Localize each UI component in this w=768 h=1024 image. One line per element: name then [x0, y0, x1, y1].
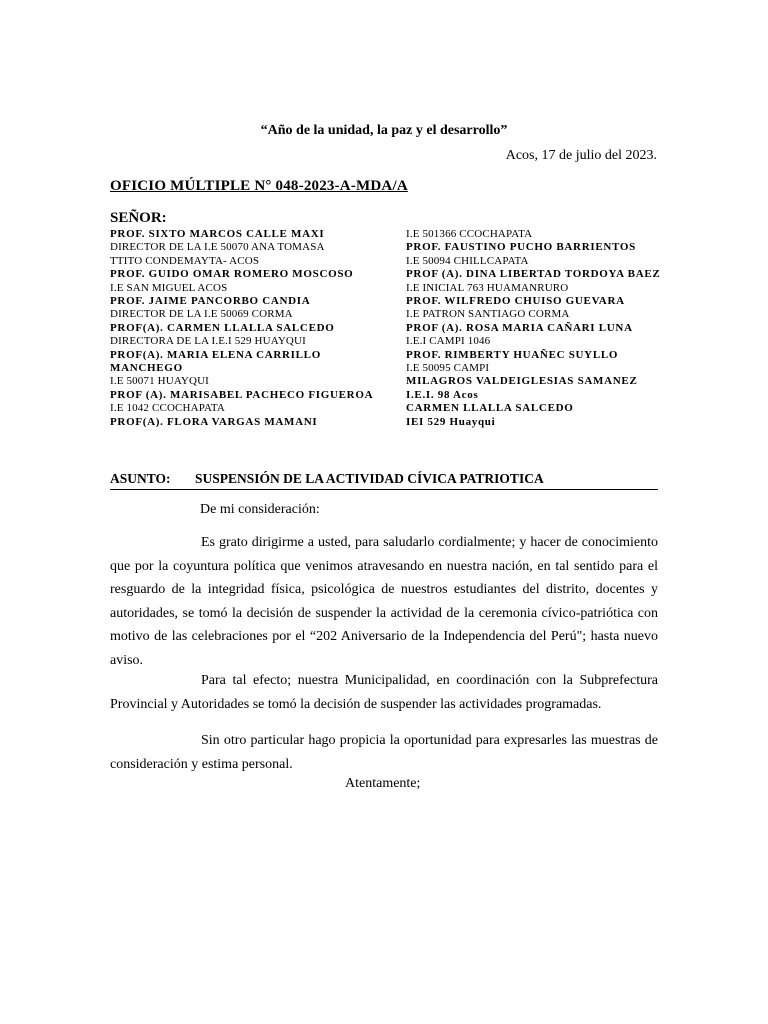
recipient-line: DIRECTOR DE LA I.E 50070 ANA TOMASA	[110, 241, 325, 254]
recipient-line: I.E.I. 98 Acos	[406, 388, 479, 401]
recipient-line: I.E.I CAMPI 1046	[406, 335, 491, 348]
recipient-line: PROF(A). MARIA ELENA CARRILLO MANCHEGO	[110, 348, 321, 375]
subject-divider	[110, 489, 658, 490]
recipient-line: I.E SAN MIGUEL ACOS	[110, 281, 228, 294]
recipient-line: PROF. GUIDO OMAR ROMERO MOSCOSO	[110, 268, 354, 281]
recipient-line: PROF (A). ROSA MARIA CAÑARI LUNA	[406, 321, 633, 334]
subject-label: ASUNTO:	[110, 471, 171, 486]
recipient-line: PROF(A). CARMEN LLALLA SALCEDO	[110, 321, 335, 334]
recipient-line: PROF(A). FLORA VARGAS MAMANI	[110, 415, 318, 428]
recipient-line: PROF. WILFREDO CHUISO GUEVARA	[406, 295, 625, 308]
greeting: De mi consideración:	[200, 502, 320, 517]
recipient-line: I.E 50095 CAMPI	[406, 362, 490, 375]
recipient-line: TTITO CONDEMAYTA- ACOS	[110, 254, 260, 267]
recipient-line: I.E 501366 CCOCHAPATA	[406, 228, 533, 240]
recipient-line: PROF (A). DINA LIBERTAD TORDOYA BAEZ	[406, 268, 661, 281]
body-paragraph-1: Es grato dirigirme a usted, para saludarlo cordialmente; y hacer de conocimiento que por la coyuntura política que venimos atravesando en nuestra nación, en tal sentido para el resguardo de la integridad física, psicológica de nuestros estudiantes del distrito, docentes y autoridades, se tomó la decisión de suspender la actividad de la ceremonia cívico-patriótica con motivo de las celebraciones por el “202 Aniversario de la Independencia del Perú"; hasta nuevo aviso.	[110, 535, 658, 668]
recipient-line: CARMEN LLALLA SALCEDO	[406, 402, 574, 415]
subject-text: SUSPENSIÓN DE LA ACTIVIDAD CÍVICA PATRIOTICA	[195, 471, 544, 486]
document-motto: “Año de la unidad, la paz y el desarrollo”	[260, 123, 508, 138]
recipient-line: PROF. RIMBERTY HUAÑEC SUYLLO	[406, 348, 619, 361]
body-paragraph-3: Sin otro particular hago propicia la oportunidad para expresarles las muestras de consideración y estima personal.	[110, 733, 658, 772]
recipient-line: I.E PATRON SANTIAGO CORMA	[406, 308, 570, 321]
recipient-line: I.E 50094 CHILLCAPATA	[406, 254, 529, 267]
recipients-right-column	[406, 228, 661, 429]
oficio-number: OFICIO MÚLTIPLE N° 048-2023-A-MDA/A	[110, 178, 408, 194]
recipient-line: MILAGROS VALDEIGLESIAS SAMANEZ	[406, 375, 638, 388]
recipient-line: IEI 529 Huayqui	[406, 415, 496, 428]
recipient-line: PROF. JAIME PANCORBO CANDIA	[110, 295, 311, 308]
salutation-heading: SEÑOR:	[110, 210, 167, 226]
document-date: Acos, 17 de julio del 2023.	[505, 148, 657, 163]
recipient-line: PROF. FAUSTINO PUCHO BARRIENTOS	[406, 241, 636, 254]
recipient-line: I.E 50071 HUAYQUI	[110, 375, 209, 388]
recipients-left-column	[110, 228, 380, 429]
recipient-line: I.E INICIAL 763 HUAMANRURO	[406, 281, 569, 294]
closing: Atentamente;	[345, 776, 421, 791]
recipient-line: PROF (A). MARISABEL PACHECO FIGUEROA	[110, 388, 374, 401]
recipient-line: PROF. SIXTO MARCOS CALLE MAXI	[110, 228, 325, 240]
body-paragraph-2: Para tal efecto; nuestra Municipalidad, en coordinación con la Subprefectura Provincial y Autoridades se tomó la decisión de suspender las actividades programadas.	[110, 673, 658, 712]
recipient-line: DIRECTOR DE LA I.E 50069 CORMA	[110, 308, 293, 321]
recipient-line: I.E 1042 CCOCHAPATA	[110, 402, 225, 415]
recipient-line: DIRECTORA DE LA I.E.I 529 HUAYQUI	[110, 335, 306, 348]
